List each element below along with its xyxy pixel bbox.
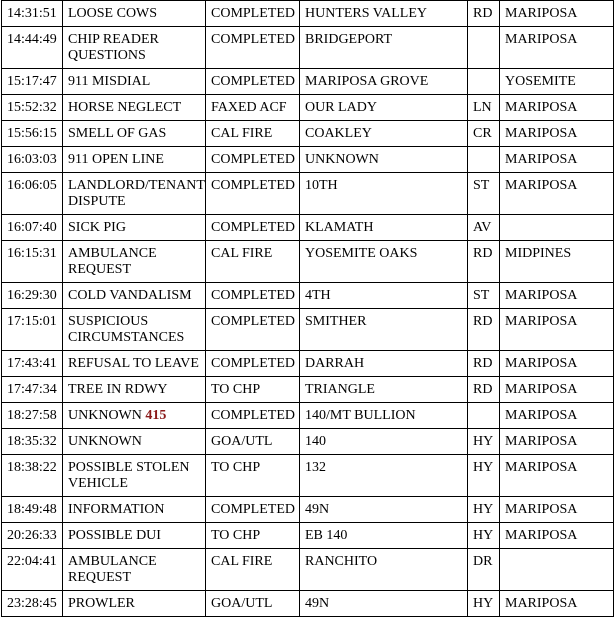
status-cell [206,497,300,523]
time-cell-text: 20:26:33 [7,528,57,543]
status-cell [206,69,300,95]
call-type-cell [63,147,206,173]
table-row [2,377,614,403]
call-type-cell-text: AMBULANCE REQUEST [68,246,157,277]
time-cell [2,549,63,591]
street-cell [300,121,468,147]
area-cell [500,173,614,215]
time-cell-text: 16:07:40 [7,220,57,235]
time-cell [2,523,63,549]
call-type-cell-text: CHIP READER QUESTIONS [68,32,159,63]
area-cell-text: MARIPOSA [505,32,578,47]
status-cell-text: CAL FIRE [211,554,273,569]
status-cell [206,147,300,173]
call-type-cell [63,309,206,351]
status-cell [206,121,300,147]
street-suffix-cell-text: RD [473,314,493,329]
status-cell [206,309,300,351]
table-row [2,215,614,241]
area-cell [500,147,614,173]
call-log-body [2,1,614,617]
time-cell-text: 17:15:01 [7,314,57,329]
status-cell [206,173,300,215]
status-cell-text: COMPLETED [211,152,295,167]
call-type-cell-text: POSSIBLE DUI [68,528,161,543]
status-cell [206,215,300,241]
street-suffix-cell-text: LN [473,100,492,115]
call-type-cell [63,549,206,591]
call-type-cell-text: SICK PIG [68,220,126,235]
status-cell [206,429,300,455]
time-cell-text: 22:04:41 [7,554,57,569]
call-type-cell [63,351,206,377]
street-cell [300,591,468,617]
area-cell [500,377,614,403]
table-row [2,283,614,309]
call-type-cell [63,377,206,403]
street-cell [300,147,468,173]
time-cell-text: 16:03:03 [7,152,57,167]
time-cell-text: 18:38:22 [7,460,57,475]
area-cell-text: MARIPOSA [505,596,578,611]
status-cell [206,455,300,497]
table-row [2,403,614,429]
street-cell-text: OUR LADY [305,100,377,115]
time-cell [2,27,63,69]
street-suffix-cell-text: RD [473,356,493,371]
area-cell-text: MIDPINES [505,246,572,261]
area-cell [500,69,614,95]
call-type-cell-text: AMBULANCE REQUEST [68,554,157,585]
street-cell [300,241,468,283]
time-cell-text: 17:43:41 [7,356,57,371]
call-type-cell [63,1,206,27]
status-cell-text: COMPLETED [211,6,295,21]
time-cell [2,351,63,377]
street-suffix-cell [468,121,500,147]
area-cell [500,455,614,497]
call-type-cell [63,497,206,523]
status-cell-text: COMPLETED [211,502,295,517]
time-cell [2,455,63,497]
time-cell [2,173,63,215]
status-cell-text: GOA/UTL [211,434,273,449]
street-cell-text: TRIANGLE [305,382,375,397]
street-suffix-cell-text: RD [473,6,493,21]
street-cell-text: COAKLEY [305,126,372,141]
street-cell [300,27,468,69]
area-cell-text: MARIPOSA [505,6,578,21]
time-cell [2,215,63,241]
call-type-cell-text: LOOSE COWS [68,6,158,21]
status-cell [206,591,300,617]
street-suffix-cell-text: RD [473,382,493,397]
status-cell-text: FAXED ACF [211,100,287,115]
area-cell [500,429,614,455]
street-cell [300,377,468,403]
time-cell [2,309,63,351]
area-cell [500,403,614,429]
street-suffix-cell-text: ST [473,178,490,193]
time-cell-text: 18:49:48 [7,502,57,517]
call-type-cell [63,95,206,121]
area-cell [500,549,614,591]
street-cell-text: 140/MT BULLION [305,408,416,423]
call-type-cell-text: 911 OPEN LINE [68,152,164,167]
status-cell-text: TO CHP [211,528,261,543]
status-cell [206,27,300,69]
street-suffix-cell [468,27,500,69]
table-row [2,309,614,351]
call-type-cell-text: SUSPICIOUS CIRCUMSTANCES [68,314,185,345]
street-cell-text: 4TH [305,288,331,303]
street-suffix-cell [468,215,500,241]
time-cell [2,147,63,173]
street-cell [300,455,468,497]
time-cell [2,377,63,403]
call-type-cell-text: HORSE NEGLECT [68,100,182,115]
call-type-cell [63,27,206,69]
time-cell [2,403,63,429]
street-cell-text: DARRAH [305,356,365,371]
street-cell-text: EB 140 [305,528,348,543]
time-cell-text: 18:27:58 [7,408,57,423]
time-cell [2,241,63,283]
time-cell-text: 16:15:31 [7,246,57,261]
table-row [2,549,614,591]
street-suffix-cell [468,69,500,95]
area-cell [500,309,614,351]
time-cell-text: 17:47:34 [7,382,57,397]
time-cell-text: 14:31:51 [7,6,57,21]
street-cell [300,69,468,95]
time-cell [2,283,63,309]
area-cell-text: MARIPOSA [505,356,578,371]
street-cell-text: 49N [305,596,330,611]
time-cell-text: 14:44:49 [7,32,57,47]
street-suffix-cell [468,147,500,173]
street-cell [300,403,468,429]
call-type-cell [63,283,206,309]
time-cell-text: 15:52:32 [7,100,57,115]
street-suffix-cell-text: RD [473,246,493,261]
street-suffix-cell-text: AV [473,220,492,235]
call-type-cell-text: INFORMATION [68,502,165,517]
street-suffix-cell [468,455,500,497]
street-cell-text: RANCHITO [305,554,378,569]
time-cell [2,1,63,27]
call-type-cell [63,173,206,215]
call-type-cell-text: LANDLORD/TENANT DISPUTE [68,178,205,209]
street-suffix-cell [468,173,500,215]
area-cell-text: MARIPOSA [505,314,578,329]
status-cell-text: CAL FIRE [211,126,273,141]
time-cell [2,69,63,95]
time-cell-text: 15:56:15 [7,126,57,141]
area-cell [500,283,614,309]
time-cell [2,429,63,455]
area-cell [500,1,614,27]
status-cell [206,377,300,403]
status-cell-text: COMPLETED [211,74,295,89]
street-suffix-cell-text: HY [473,596,494,611]
area-cell-text: MARIPOSA [505,382,578,397]
time-cell [2,591,63,617]
table-row [2,429,614,455]
street-suffix-cell [468,591,500,617]
call-type-cell-text: UNKNOWN [68,434,142,449]
status-cell [206,523,300,549]
table-row [2,351,614,377]
street-cell [300,549,468,591]
table-row [2,147,614,173]
street-cell-text: HUNTERS VALLEY [305,6,427,21]
street-cell [300,523,468,549]
area-cell [500,497,614,523]
street-cell-text: SMITHER [305,314,367,329]
time-cell [2,497,63,523]
area-cell [500,591,614,617]
area-cell-text: MARIPOSA [505,528,578,543]
street-cell-text: BRIDGEPORT [305,32,393,47]
call-type-cell [63,429,206,455]
call-type-cell [63,523,206,549]
call-type-cell-text: POSSIBLE STOLEN VEHICLE [68,460,190,491]
call-type-cell [63,403,206,429]
street-cell [300,309,468,351]
street-cell-text: 132 [305,460,326,475]
status-cell [206,283,300,309]
call-type-cell-text: SMELL OF GAS [68,126,167,141]
table-row [2,497,614,523]
street-cell-text: 49N [305,502,330,517]
area-cell [500,27,614,69]
table-row [2,241,614,283]
area-cell-text: MARIPOSA [505,460,578,475]
area-cell [500,241,614,283]
status-cell-text: COMPLETED [211,220,295,235]
area-cell-text: MARIPOSA [505,178,578,193]
status-cell-text: GOA/UTL [211,596,273,611]
call-type-cell [63,241,206,283]
street-suffix-cell [468,95,500,121]
call-type-cell-text: UNKNOWN [68,408,146,423]
area-cell [500,121,614,147]
time-cell-text: 16:29:30 [7,288,57,303]
area-cell-text: MARIPOSA [505,152,578,167]
street-suffix-cell [468,429,500,455]
call-type-cell-text: PROWLER [68,596,135,611]
area-cell [500,523,614,549]
table-row [2,523,614,549]
area-cell-text: MARIPOSA [505,408,578,423]
street-suffix-cell [468,523,500,549]
area-cell-text: MARIPOSA [505,126,578,141]
call-type-cell-text: REFUSAL TO LEAVE [68,356,199,371]
status-cell-text: COMPLETED [211,314,295,329]
street-cell [300,429,468,455]
table-row [2,121,614,147]
street-suffix-cell-text: HY [473,502,494,517]
call-code: 415 [145,408,167,423]
street-suffix-cell [468,497,500,523]
call-type-cell [63,591,206,617]
call-type-cell [63,455,206,497]
time-cell-text: 18:35:32 [7,434,57,449]
street-suffix-cell [468,377,500,403]
status-cell [206,351,300,377]
street-cell-text: KLAMATH [305,220,374,235]
status-cell [206,95,300,121]
street-suffix-cell [468,241,500,283]
street-cell [300,95,468,121]
call-type-cell [63,121,206,147]
call-log-table [1,0,614,617]
time-cell-text: 16:06:05 [7,178,57,193]
table-row [2,455,614,497]
table-row [2,591,614,617]
street-cell [300,497,468,523]
call-type-cell [63,215,206,241]
status-cell-text: COMPLETED [211,32,295,47]
table-row [2,27,614,69]
call-type-cell [63,69,206,95]
street-suffix-cell-text: HY [473,528,494,543]
table-row [2,69,614,95]
area-cell-text: MARIPOSA [505,434,578,449]
street-cell-text: UNKNOWN [305,152,379,167]
time-cell-text: 23:28:45 [7,596,57,611]
street-cell [300,215,468,241]
street-suffix-cell [468,1,500,27]
street-suffix-cell-text: ST [473,288,490,303]
street-cell [300,173,468,215]
time-cell [2,121,63,147]
status-cell-text: TO CHP [211,382,261,397]
call-type-cell-text: COLD VANDALISM [68,288,192,303]
status-cell-text: COMPLETED [211,408,295,423]
area-cell [500,95,614,121]
street-suffix-cell-text: DR [473,554,493,569]
street-suffix-cell [468,549,500,591]
street-suffix-cell-text: CR [473,126,492,141]
table-row [2,173,614,215]
call-type-cell-text: TREE IN RDWY [68,382,168,397]
table-row [2,1,614,27]
area-cell-text: MARIPOSA [505,100,578,115]
street-suffix-cell [468,403,500,429]
time-cell [2,95,63,121]
street-cell [300,1,468,27]
street-suffix-cell-text: HY [473,460,494,475]
status-cell [206,549,300,591]
status-cell [206,403,300,429]
status-cell-text: CAL FIRE [211,246,273,261]
status-cell [206,1,300,27]
street-cell-text: MARIPOSA GROVE [305,74,429,89]
street-suffix-cell [468,351,500,377]
area-cell-text: YOSEMITE [505,74,576,89]
status-cell-text: TO CHP [211,460,261,475]
time-cell-text: 15:17:47 [7,74,57,89]
status-cell-text: COMPLETED [211,356,295,371]
status-cell [206,241,300,283]
table-row [2,95,614,121]
street-cell-text: 140 [305,434,326,449]
street-cell-text: YOSEMITE OAKS [305,246,418,261]
area-cell [500,351,614,377]
street-suffix-cell [468,283,500,309]
status-cell-text: COMPLETED [211,178,295,193]
area-cell-text: MARIPOSA [505,502,578,517]
street-suffix-cell [468,309,500,351]
street-cell [300,283,468,309]
area-cell [500,215,614,241]
area-cell-text: MARIPOSA [505,288,578,303]
street-cell [300,351,468,377]
call-type-cell-text: 911 MISDIAL [68,74,151,89]
street-suffix-cell-text: HY [473,434,494,449]
street-cell-text: 10TH [305,178,338,193]
status-cell-text: COMPLETED [211,288,295,303]
